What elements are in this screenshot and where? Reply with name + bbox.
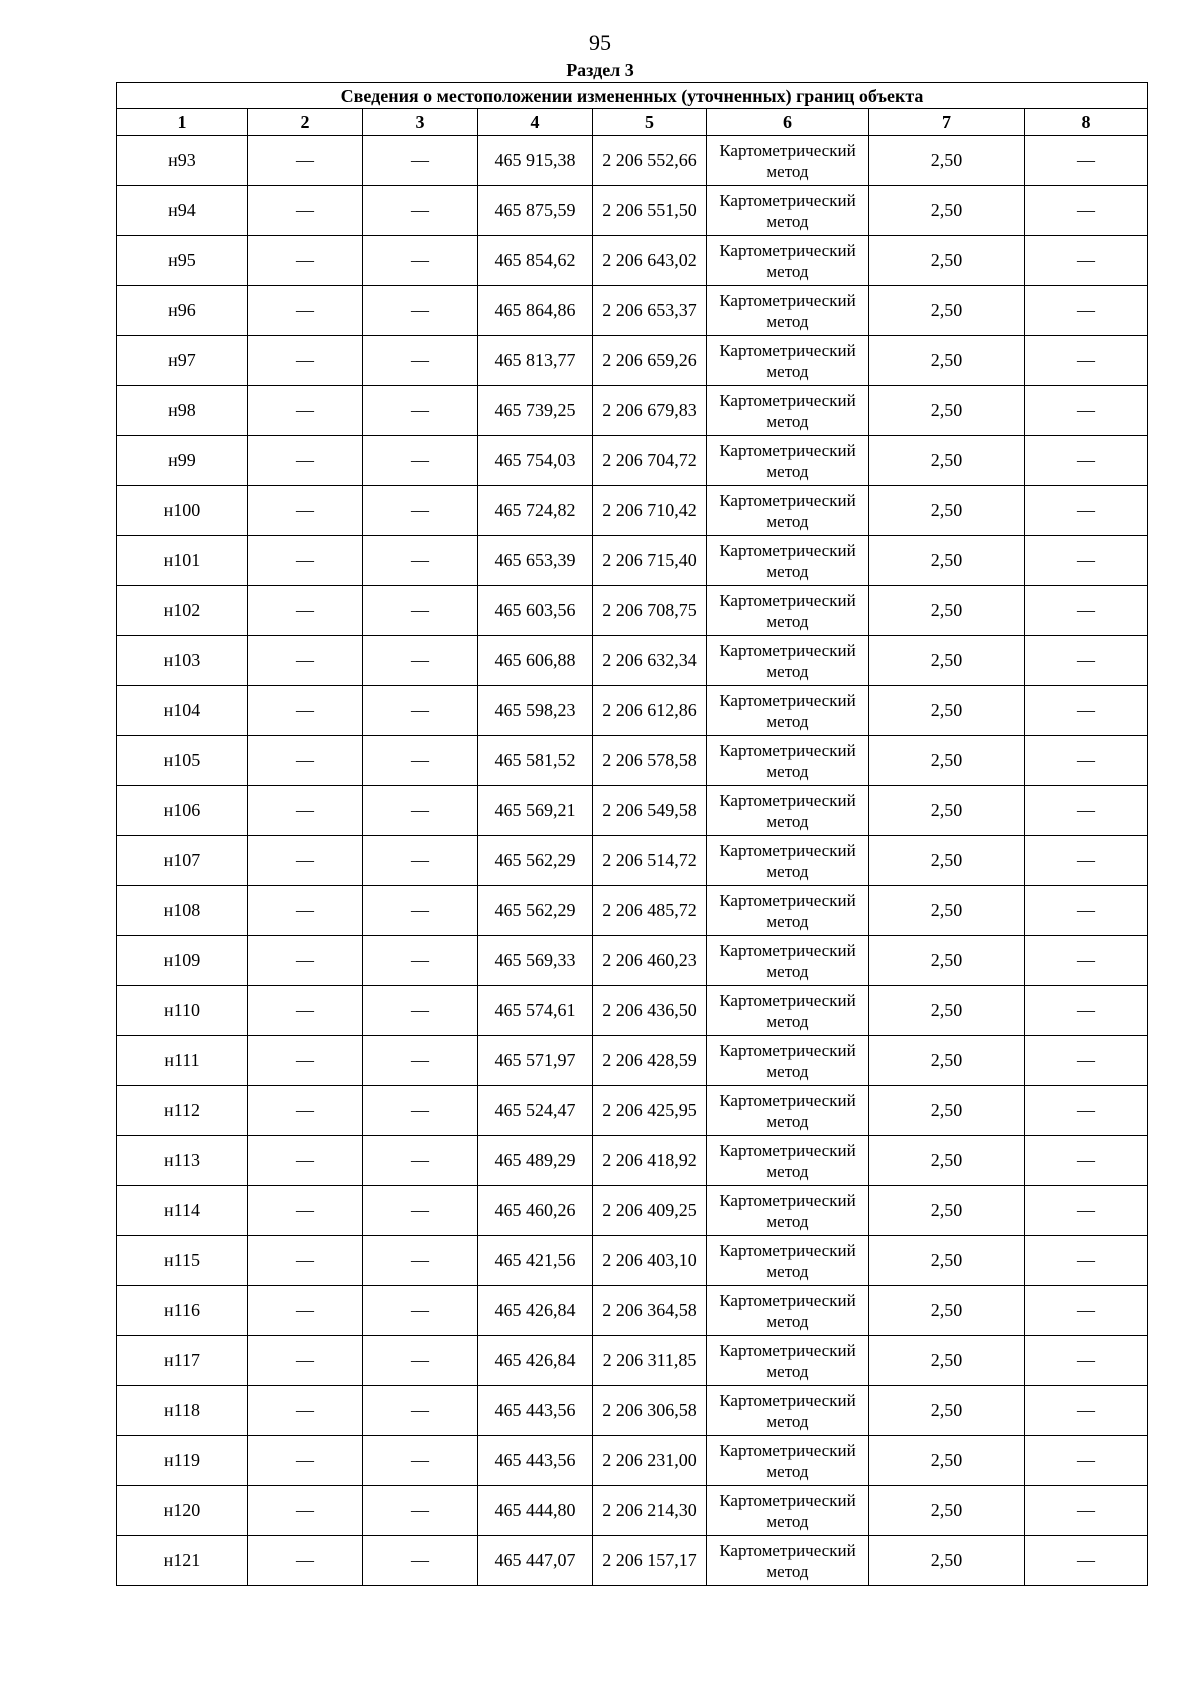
col3-cell: —	[363, 386, 478, 436]
col3-cell: —	[363, 986, 478, 1036]
point-id-cell: н113	[117, 1136, 248, 1186]
col2-cell: —	[248, 1386, 363, 1436]
col8-cell: —	[1025, 436, 1148, 486]
col3-cell: —	[363, 636, 478, 686]
table-row	[117, 186, 1148, 236]
method-cell: Картометрический метод	[707, 786, 869, 836]
col8-cell: —	[1025, 1486, 1148, 1536]
col3-cell: —	[363, 236, 478, 286]
method-cell: Картометрический метод	[707, 1186, 869, 1236]
col2-cell: —	[248, 636, 363, 686]
point-id-cell: н111	[117, 1036, 248, 1086]
point-id-cell: н118	[117, 1386, 248, 1436]
accuracy-cell: 2,50	[869, 636, 1025, 686]
col3-cell: —	[363, 1286, 478, 1336]
col8-cell: —	[1025, 336, 1148, 386]
y-coordinate-cell: 2 206 436,50	[593, 986, 707, 1036]
x-coordinate-cell: 465 598,23	[478, 686, 593, 736]
col3-cell: —	[363, 1536, 478, 1586]
col3-cell: —	[363, 836, 478, 886]
accuracy-cell: 2,50	[869, 236, 1025, 286]
y-coordinate-cell: 2 206 428,59	[593, 1036, 707, 1086]
column-number: 3	[363, 109, 478, 136]
col8-cell: —	[1025, 886, 1148, 936]
col2-cell: —	[248, 336, 363, 386]
col2-cell: —	[248, 286, 363, 336]
col3-cell: —	[363, 436, 478, 486]
point-id-cell: н109	[117, 936, 248, 986]
x-coordinate-cell: 465 444,80	[478, 1486, 593, 1536]
table-row	[117, 1086, 1148, 1136]
col8-cell: —	[1025, 1236, 1148, 1286]
method-cell: Картометрический метод	[707, 286, 869, 336]
point-id-cell: н94	[117, 186, 248, 236]
point-id-cell: н119	[117, 1436, 248, 1486]
column-number: 2	[248, 109, 363, 136]
y-coordinate-cell: 2 206 551,50	[593, 186, 707, 236]
col2-cell: —	[248, 1536, 363, 1586]
y-coordinate-cell: 2 206 708,75	[593, 586, 707, 636]
col3-cell: —	[363, 1236, 478, 1286]
y-coordinate-cell: 2 206 514,72	[593, 836, 707, 886]
accuracy-cell: 2,50	[869, 436, 1025, 486]
x-coordinate-cell: 465 489,29	[478, 1136, 593, 1186]
table-row	[117, 1386, 1148, 1436]
boundary-coordinates-table	[116, 82, 1148, 1586]
point-id-cell: н112	[117, 1086, 248, 1136]
x-coordinate-cell: 465 574,61	[478, 986, 593, 1036]
col2-cell: —	[248, 1436, 363, 1486]
method-cell: Картометрический метод	[707, 336, 869, 386]
x-coordinate-cell: 465 603,56	[478, 586, 593, 636]
method-cell: Картометрический метод	[707, 1286, 869, 1336]
method-cell: Картометрический метод	[707, 586, 869, 636]
y-coordinate-cell: 2 206 659,26	[593, 336, 707, 386]
column-number: 4	[478, 109, 593, 136]
y-coordinate-cell: 2 206 679,83	[593, 386, 707, 436]
col2-cell: —	[248, 536, 363, 586]
y-coordinate-cell: 2 206 311,85	[593, 1336, 707, 1386]
y-coordinate-cell: 2 206 157,17	[593, 1536, 707, 1586]
col2-cell: —	[248, 986, 363, 1036]
method-cell: Картометрический метод	[707, 1136, 869, 1186]
accuracy-cell: 2,50	[869, 586, 1025, 636]
col8-cell: —	[1025, 786, 1148, 836]
method-cell: Картометрический метод	[707, 936, 869, 986]
y-coordinate-cell: 2 206 403,10	[593, 1236, 707, 1286]
x-coordinate-cell: 465 606,88	[478, 636, 593, 686]
accuracy-cell: 2,50	[869, 1286, 1025, 1336]
x-coordinate-cell: 465 854,62	[478, 236, 593, 286]
col8-cell: —	[1025, 1286, 1148, 1336]
col3-cell: —	[363, 486, 478, 536]
col2-cell: —	[248, 736, 363, 786]
col3-cell: —	[363, 586, 478, 636]
col3-cell: —	[363, 1036, 478, 1086]
col8-cell: —	[1025, 686, 1148, 736]
col2-cell: —	[248, 1486, 363, 1536]
point-id-cell: н97	[117, 336, 248, 386]
column-number: 7	[869, 109, 1025, 136]
point-id-cell: н96	[117, 286, 248, 336]
x-coordinate-cell: 465 426,84	[478, 1336, 593, 1386]
table-row	[117, 1436, 1148, 1486]
col3-cell: —	[363, 736, 478, 786]
col3-cell: —	[363, 136, 478, 186]
col2-cell: —	[248, 1136, 363, 1186]
column-number-row	[117, 109, 1148, 136]
col3-cell: —	[363, 686, 478, 736]
col8-cell: —	[1025, 836, 1148, 886]
table-row	[117, 1536, 1148, 1586]
col8-cell: —	[1025, 1336, 1148, 1386]
method-cell: Картометрический метод	[707, 1436, 869, 1486]
method-cell: Картометрический метод	[707, 686, 869, 736]
accuracy-cell: 2,50	[869, 686, 1025, 736]
x-coordinate-cell: 465 562,29	[478, 836, 593, 886]
col2-cell: —	[248, 686, 363, 736]
col2-cell: —	[248, 1036, 363, 1086]
method-cell: Картометрический метод	[707, 1386, 869, 1436]
table-row	[117, 1036, 1148, 1086]
col8-cell: —	[1025, 286, 1148, 336]
table-row	[117, 1336, 1148, 1386]
y-coordinate-cell: 2 206 425,95	[593, 1086, 707, 1136]
x-coordinate-cell: 465 443,56	[478, 1386, 593, 1436]
table-row	[117, 1486, 1148, 1536]
accuracy-cell: 2,50	[869, 1536, 1025, 1586]
point-id-cell: н102	[117, 586, 248, 636]
accuracy-cell: 2,50	[869, 1336, 1025, 1386]
y-coordinate-cell: 2 206 231,00	[593, 1436, 707, 1486]
col8-cell: —	[1025, 586, 1148, 636]
col3-cell: —	[363, 186, 478, 236]
table-row	[117, 986, 1148, 1036]
accuracy-cell: 2,50	[869, 1236, 1025, 1286]
accuracy-cell: 2,50	[869, 986, 1025, 1036]
y-coordinate-cell: 2 206 549,58	[593, 786, 707, 836]
y-coordinate-cell: 2 206 632,34	[593, 636, 707, 686]
accuracy-cell: 2,50	[869, 1136, 1025, 1186]
point-id-cell: н110	[117, 986, 248, 1036]
col3-cell: —	[363, 786, 478, 836]
point-id-cell: н104	[117, 686, 248, 736]
col2-cell: —	[248, 1186, 363, 1236]
table-row	[117, 886, 1148, 936]
method-cell: Картометрический метод	[707, 236, 869, 286]
method-cell: Картометрический метод	[707, 636, 869, 686]
accuracy-cell: 2,50	[869, 1186, 1025, 1236]
table-row	[117, 1186, 1148, 1236]
col2-cell: —	[248, 886, 363, 936]
accuracy-cell: 2,50	[869, 1386, 1025, 1436]
table-caption: Сведения о местоположении измененных (уточненных) границ объекта	[117, 83, 1148, 109]
method-cell: Картометрический метод	[707, 1486, 869, 1536]
x-coordinate-cell: 465 569,21	[478, 786, 593, 836]
y-coordinate-cell: 2 206 364,58	[593, 1286, 707, 1336]
point-id-cell: н103	[117, 636, 248, 686]
table-body	[117, 136, 1148, 1586]
point-id-cell: н99	[117, 436, 248, 486]
point-id-cell: н114	[117, 1186, 248, 1236]
point-id-cell: н101	[117, 536, 248, 586]
col8-cell: —	[1025, 1136, 1148, 1186]
x-coordinate-cell: 465 581,52	[478, 736, 593, 786]
col2-cell: —	[248, 136, 363, 186]
column-number: 8	[1025, 109, 1148, 136]
x-coordinate-cell: 465 426,84	[478, 1286, 593, 1336]
y-coordinate-cell: 2 206 418,92	[593, 1136, 707, 1186]
accuracy-cell: 2,50	[869, 486, 1025, 536]
method-cell: Картометрический метод	[707, 1236, 869, 1286]
table-row	[117, 236, 1148, 286]
col8-cell: —	[1025, 986, 1148, 1036]
table-row	[117, 136, 1148, 186]
col8-cell: —	[1025, 936, 1148, 986]
table-row	[117, 836, 1148, 886]
method-cell: Картометрический метод	[707, 836, 869, 886]
col8-cell: —	[1025, 1086, 1148, 1136]
point-id-cell: н116	[117, 1286, 248, 1336]
col8-cell: —	[1025, 186, 1148, 236]
point-id-cell: н115	[117, 1236, 248, 1286]
point-id-cell: н95	[117, 236, 248, 286]
col8-cell: —	[1025, 1436, 1148, 1486]
method-cell: Картометрический метод	[707, 1086, 869, 1136]
col8-cell: —	[1025, 1386, 1148, 1436]
method-cell: Картометрический метод	[707, 1036, 869, 1086]
col2-cell: —	[248, 186, 363, 236]
accuracy-cell: 2,50	[869, 1486, 1025, 1536]
method-cell: Картометрический метод	[707, 886, 869, 936]
x-coordinate-cell: 465 653,39	[478, 536, 593, 586]
col2-cell: —	[248, 786, 363, 836]
x-coordinate-cell: 465 421,56	[478, 1236, 593, 1286]
col8-cell: —	[1025, 736, 1148, 786]
table-row	[117, 1136, 1148, 1186]
col8-cell: —	[1025, 236, 1148, 286]
column-number: 6	[707, 109, 869, 136]
y-coordinate-cell: 2 206 214,30	[593, 1486, 707, 1536]
y-coordinate-cell: 2 206 704,72	[593, 436, 707, 486]
method-cell: Картометрический метод	[707, 1336, 869, 1386]
col8-cell: —	[1025, 1536, 1148, 1586]
x-coordinate-cell: 465 915,38	[478, 136, 593, 186]
x-coordinate-cell: 465 724,82	[478, 486, 593, 536]
accuracy-cell: 2,50	[869, 286, 1025, 336]
method-cell: Картометрический метод	[707, 986, 869, 1036]
col2-cell: —	[248, 586, 363, 636]
x-coordinate-cell: 465 571,97	[478, 1036, 593, 1086]
method-cell: Картометрический метод	[707, 436, 869, 486]
col8-cell: —	[1025, 486, 1148, 536]
col2-cell: —	[248, 386, 363, 436]
x-coordinate-cell: 465 864,86	[478, 286, 593, 336]
y-coordinate-cell: 2 206 715,40	[593, 536, 707, 586]
y-coordinate-cell: 2 206 552,66	[593, 136, 707, 186]
point-id-cell: н100	[117, 486, 248, 536]
point-id-cell: н120	[117, 1486, 248, 1536]
accuracy-cell: 2,50	[869, 386, 1025, 436]
table-row	[117, 1236, 1148, 1286]
column-number: 5	[593, 109, 707, 136]
col8-cell: —	[1025, 386, 1148, 436]
table-caption-row	[117, 83, 1148, 109]
col2-cell: —	[248, 1286, 363, 1336]
col3-cell: —	[363, 1486, 478, 1536]
col2-cell: —	[248, 486, 363, 536]
table-row	[117, 386, 1148, 436]
x-coordinate-cell: 465 754,03	[478, 436, 593, 486]
point-id-cell: н106	[117, 786, 248, 836]
point-id-cell: н108	[117, 886, 248, 936]
table-row	[117, 286, 1148, 336]
method-cell: Картометрический метод	[707, 386, 869, 436]
x-coordinate-cell: 465 813,77	[478, 336, 593, 386]
col2-cell: —	[248, 1336, 363, 1386]
x-coordinate-cell: 465 875,59	[478, 186, 593, 236]
y-coordinate-cell: 2 206 578,58	[593, 736, 707, 786]
method-cell: Картометрический метод	[707, 1536, 869, 1586]
accuracy-cell: 2,50	[869, 1436, 1025, 1486]
table-row	[117, 586, 1148, 636]
y-coordinate-cell: 2 206 710,42	[593, 486, 707, 536]
y-coordinate-cell: 2 206 306,58	[593, 1386, 707, 1436]
accuracy-cell: 2,50	[869, 786, 1025, 836]
table-row	[117, 736, 1148, 786]
accuracy-cell: 2,50	[869, 836, 1025, 886]
col3-cell: —	[363, 1086, 478, 1136]
col3-cell: —	[363, 336, 478, 386]
y-coordinate-cell: 2 206 460,23	[593, 936, 707, 986]
accuracy-cell: 2,50	[869, 736, 1025, 786]
table-row	[117, 636, 1148, 686]
table-row	[117, 686, 1148, 736]
col3-cell: —	[363, 1436, 478, 1486]
col2-cell: —	[248, 236, 363, 286]
y-coordinate-cell: 2 206 643,02	[593, 236, 707, 286]
point-id-cell: н93	[117, 136, 248, 186]
x-coordinate-cell: 465 739,25	[478, 386, 593, 436]
section-title: Раздел 3	[566, 60, 634, 80]
accuracy-cell: 2,50	[869, 1086, 1025, 1136]
accuracy-cell: 2,50	[869, 336, 1025, 386]
col3-cell: —	[363, 1386, 478, 1436]
table-row	[117, 436, 1148, 486]
x-coordinate-cell: 465 562,29	[478, 886, 593, 936]
col8-cell: —	[1025, 536, 1148, 586]
col3-cell: —	[363, 1186, 478, 1236]
table-row	[117, 536, 1148, 586]
point-id-cell: н105	[117, 736, 248, 786]
accuracy-cell: 2,50	[869, 136, 1025, 186]
col8-cell: —	[1025, 1186, 1148, 1236]
col3-cell: —	[363, 536, 478, 586]
col2-cell: —	[248, 436, 363, 486]
x-coordinate-cell: 465 524,47	[478, 1086, 593, 1136]
col8-cell: —	[1025, 136, 1148, 186]
table-row	[117, 936, 1148, 986]
x-coordinate-cell: 465 460,26	[478, 1186, 593, 1236]
col3-cell: —	[363, 1336, 478, 1386]
y-coordinate-cell: 2 206 485,72	[593, 886, 707, 936]
table-row	[117, 786, 1148, 836]
accuracy-cell: 2,50	[869, 936, 1025, 986]
point-id-cell: н117	[117, 1336, 248, 1386]
accuracy-cell: 2,50	[869, 886, 1025, 936]
col2-cell: —	[248, 1086, 363, 1136]
page-number: 95	[589, 30, 611, 55]
col8-cell: —	[1025, 636, 1148, 686]
method-cell: Картометрический метод	[707, 486, 869, 536]
method-cell: Картометрический метод	[707, 736, 869, 786]
y-coordinate-cell: 2 206 612,86	[593, 686, 707, 736]
method-cell: Картометрический метод	[707, 536, 869, 586]
table-row	[117, 336, 1148, 386]
method-cell: Картометрический метод	[707, 186, 869, 236]
point-id-cell: н107	[117, 836, 248, 886]
col3-cell: —	[363, 936, 478, 986]
accuracy-cell: 2,50	[869, 1036, 1025, 1086]
col8-cell: —	[1025, 1036, 1148, 1086]
col3-cell: —	[363, 286, 478, 336]
table-row	[117, 1286, 1148, 1336]
method-cell: Картометрический метод	[707, 136, 869, 186]
table-row	[117, 486, 1148, 536]
col2-cell: —	[248, 836, 363, 886]
column-number: 1	[117, 109, 248, 136]
x-coordinate-cell: 465 447,07	[478, 1536, 593, 1586]
col3-cell: —	[363, 886, 478, 936]
y-coordinate-cell: 2 206 653,37	[593, 286, 707, 336]
y-coordinate-cell: 2 206 409,25	[593, 1186, 707, 1236]
col2-cell: —	[248, 1236, 363, 1286]
x-coordinate-cell: 465 569,33	[478, 936, 593, 986]
point-id-cell: н121	[117, 1536, 248, 1586]
col3-cell: —	[363, 1136, 478, 1186]
accuracy-cell: 2,50	[869, 186, 1025, 236]
accuracy-cell: 2,50	[869, 536, 1025, 586]
col2-cell: —	[248, 936, 363, 986]
point-id-cell: н98	[117, 386, 248, 436]
x-coordinate-cell: 465 443,56	[478, 1436, 593, 1486]
